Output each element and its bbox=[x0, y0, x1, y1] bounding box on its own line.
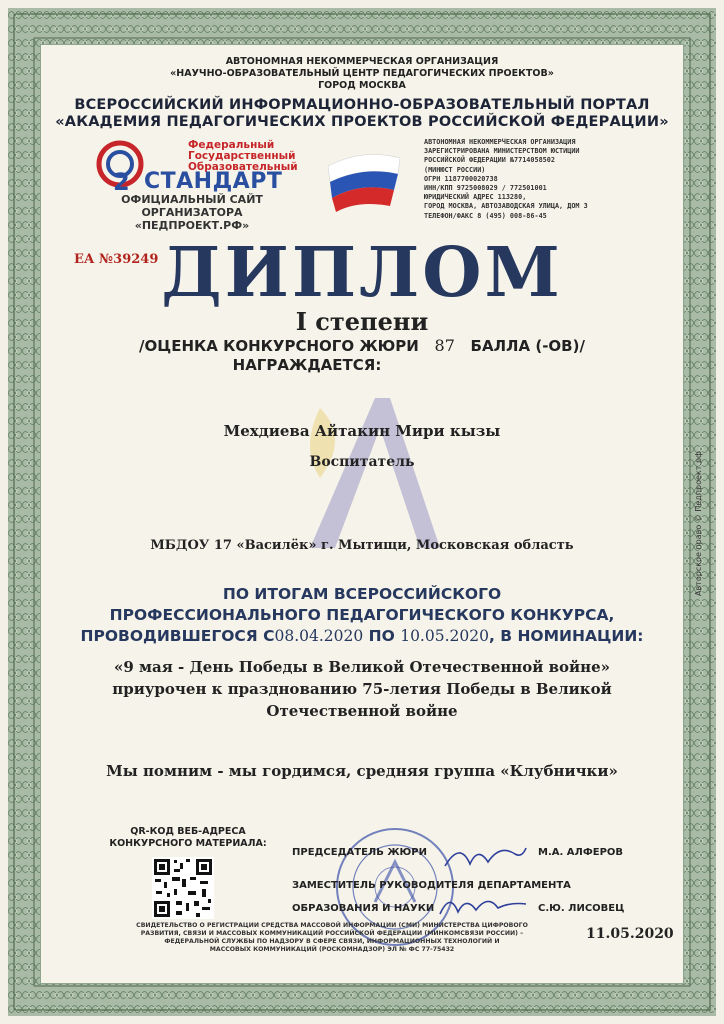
deputy-title-line2: ОБРАЗОВАНИЯ И НАУКИ bbox=[292, 903, 435, 914]
score-suffix: БАЛЛА (-ОВ)/ bbox=[470, 337, 585, 355]
deputy-title-line1: ЗАМЕСТИТЕЛЬ РУКОВОДИТЕЛЯ ДЕПАРТАМЕНТА bbox=[292, 880, 571, 891]
score-value: 87 bbox=[434, 336, 455, 355]
registration-line: АВТОНОМНАЯ НЕКОММЕРЧЕСКАЯ ОРГАНИЗАЦИЯ bbox=[424, 138, 576, 146]
academy-watermark-icon bbox=[280, 388, 450, 558]
standard-emblem-icon bbox=[96, 140, 146, 192]
qr-code-icon[interactable] bbox=[152, 857, 214, 919]
date-from: 08.04.2020 bbox=[274, 627, 364, 645]
standard-logo bbox=[96, 140, 306, 192]
diploma-title: ДИПЛОМ bbox=[161, 233, 563, 313]
results-line-prefix: ПРОВОДИВШЕГОСЯ С bbox=[80, 627, 275, 645]
qr-label-line: КОНКУРСНОГО МАТЕРИАЛА: bbox=[109, 838, 267, 849]
chair-name: М.А. АЛФЕРОВ bbox=[538, 847, 624, 858]
score-block bbox=[0, 336, 724, 375]
official-site bbox=[92, 193, 292, 232]
logo-federal-line: Федеральный bbox=[188, 139, 275, 151]
awarded-label: НАГРАЖДАЕТСЯ: bbox=[232, 356, 382, 374]
qr-label bbox=[88, 826, 288, 850]
official-line: ОФИЦИАЛЬНЫЙ САЙТ bbox=[121, 193, 263, 206]
portal-header bbox=[0, 97, 724, 131]
date-to: 10.05.2020 bbox=[400, 627, 489, 645]
org-line: ГОРОД МОСКВА bbox=[318, 80, 406, 91]
registration-line: ГОРОД МОСКВА, АВТОЗАВОДСКАЯ УЛИЦА, ДОМ 3 bbox=[424, 202, 588, 211]
registration-line: ОГРН 1187700020738 bbox=[424, 174, 498, 183]
certificate-line: СВИДЕТЕЛЬСТВО О РЕГИСТРАЦИИ СРЕДСТВА МАССОВОЙ ИНФОРМАЦИИ (СМИ) МИНИСТЕРСТВА ЦИФРОВОГО bbox=[136, 922, 528, 929]
logo-standard-text: СТАНДАРТ bbox=[144, 169, 283, 194]
work-title: Мы помним - мы гордимся, средняя группа «Клубнички» bbox=[106, 762, 618, 780]
institution: МБДОУ 17 «Василёк» г. Мытищи, Московская область bbox=[150, 538, 574, 553]
results-line-suffix: , В НОМИНАЦИИ: bbox=[488, 627, 644, 645]
portal-line: ВСЕРОССИЙСКИЙ ИНФОРМАЦИОННО-ОБРАЗОВАТЕЛЬНЫЙ ПОРТАЛ bbox=[74, 97, 650, 113]
certificate-line: ФЕДЕРАЛЬНОЙ СЛУЖБЫ ПО НАДЗОРУ В СФЕРЕ СВЯЗИ, ИНФОРМАЦИОННЫХ ТЕХНОЛОГИЙ И bbox=[164, 938, 500, 945]
registration-line: (МИНЮСТ РОССИИ) bbox=[424, 165, 486, 174]
signature-lisovets-icon bbox=[436, 888, 532, 924]
chair-title: ПРЕДСЕДАТЕЛЬ ЖЮРИ bbox=[292, 847, 427, 858]
official-line: «ПЕДПРОЕКТ.РФ» bbox=[134, 219, 250, 232]
registration-line: ТЕЛЕФОН/ФАКС 8 (495) 008-86-45 bbox=[424, 211, 547, 220]
registration-line: ИНН/КПП 9725008029 / 772501001 bbox=[424, 184, 547, 193]
official-line: ОРГАНИЗАТОРА bbox=[141, 206, 243, 219]
certificate-line: МАССОВЫХ КОММУНИКАЦИЙ (РОСКОМНАДЗОР) ЭЛ № ФС 77-75432 bbox=[209, 946, 455, 953]
org-line: АВТОНОМНАЯ НЕКОММЕРЧЕСКАЯ ОРГАНИЗАЦИЯ bbox=[225, 56, 499, 67]
org-line: «НАУЧНО-ОБРАЗОВАТЕЛЬНЫЙ ЦЕНТР ПЕДАГОГИЧЕСКИХ ПРОЕКТОВ» bbox=[170, 68, 554, 79]
organization-header bbox=[0, 56, 724, 92]
registration-info bbox=[424, 138, 664, 221]
portal-line: «АКАДЕМИЯ ПЕДАГОГИЧЕСКИХ ПРОЕКТОВ РОССИЙСКОЙ ФЕДЕРАЦИИ» bbox=[55, 114, 669, 130]
nomination-line: Отечественной войне bbox=[266, 702, 458, 720]
degree: I степени bbox=[295, 307, 429, 336]
russia-flag-icon bbox=[318, 148, 408, 214]
results-line-mid: ПО bbox=[368, 627, 395, 645]
qr-label-line: QR-КОД ВЕБ-АДРЕСА bbox=[130, 826, 246, 837]
certificate-line: РАЗВИТИЯ, СВЯЗИ И МАССОВЫХ КОММУНИКАЦИЙ РОССИЙСКОЙ ФЕДЕРАЦИИ (МИНКОМСВЯЗИ РОССИИ) – bbox=[140, 930, 524, 937]
media-certificate bbox=[82, 922, 582, 954]
logo-federal-line: Образовательный bbox=[188, 161, 298, 173]
results-line: ПО ИТОГАМ ВСЕРОССИЙСКОГО bbox=[222, 585, 502, 603]
recipient-position: Воспитатель bbox=[309, 454, 415, 470]
serial-number: ЕА №39249 bbox=[74, 252, 159, 267]
svg-text:2: 2 bbox=[113, 168, 130, 192]
logo-federal-line: Государственный bbox=[188, 150, 296, 162]
nomination-line: «9 мая - День Победы в Великой Отечественной войне» bbox=[113, 658, 611, 676]
registration-line: РОССИЙСКОЙ ФЕДЕРАЦИИ №7714058502 bbox=[424, 156, 555, 165]
results-line: ПРОФЕССИОНАЛЬНОГО ПЕДАГОГИЧЕСКОГО КОНКУРСА, bbox=[109, 606, 615, 624]
nomination bbox=[0, 656, 724, 722]
deputy-name: С.Ю. ЛИСОВЕЦ bbox=[538, 903, 625, 914]
copyright-notice: Авторское право © Педпроект.рф bbox=[694, 451, 703, 596]
registration-line: ЗАРЕГИСТРИРОВАНА МИНИСТЕРСТВОМ ЮСТИЦИИ bbox=[424, 147, 580, 156]
signature-alferov-icon bbox=[440, 836, 530, 876]
score-prefix: /ОЦЕНКА КОНКУРСНОГО ЖЮРИ bbox=[139, 337, 419, 355]
contest-results bbox=[0, 584, 724, 647]
registration-line: ЮРИДИЧЕСКИЙ АДРЕС 113280, bbox=[424, 193, 527, 202]
nomination-line: приурочен к празднованию 75-летия Победы в Великой bbox=[112, 680, 612, 698]
issue-date: 11.05.2020 bbox=[586, 926, 674, 942]
recipient-name: Мехдиева Айтакин Мири кызы bbox=[223, 422, 501, 440]
